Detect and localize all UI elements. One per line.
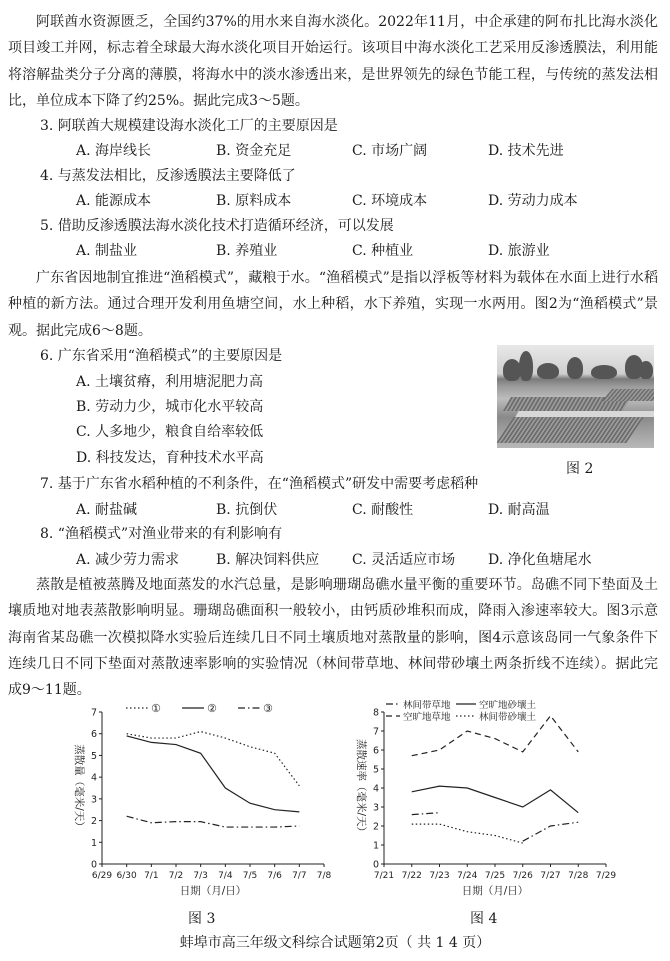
q6-option-a: A. 土壤贫瘠，利用塘泥肥力高 bbox=[76, 374, 264, 390]
passage-coral-island: 蒸散是植被蒸腾及地面蒸发的水汽总量，是影响珊瑚岛礁水量平衡的重要环节。岛礁不同下垫面及土壤质地对地表蒸散影响明显。珊瑚岛礁面积一般较小，由钙质砂堆积而成，降雨入渗速率较大。图3示意海南省某岛礁一次模拟降水实验后连续几日不同土壤质地对蒸散量的影响，图4示意该岛同一气象条件下连续几日不同下垫面对蒸散速率影响的实验情况（林间带草地、林间带砂壤土两条折线不连续）。据此完成9～11题。 bbox=[8, 577, 658, 699]
q4-option-c: C. 环境成本 bbox=[352, 193, 428, 209]
fig3-x-tick-label: 7/4 bbox=[218, 871, 233, 881]
fig3-x-axis-label: 日期（月/日） bbox=[179, 885, 247, 897]
fig4-y-tick-label: 2 bbox=[372, 821, 379, 833]
fig4-series-line bbox=[523, 822, 579, 841]
fig4-x-tick-label: 7/22 bbox=[401, 871, 422, 881]
fig4-y-tick-label: 3 bbox=[372, 802, 379, 814]
fig4-legend-label: 林间带砂壤土 bbox=[479, 712, 537, 723]
fig3-legend-label: ③ bbox=[263, 702, 273, 715]
question-5-stem: 5. 借助反渗透膜法海水淡化技术打造循环经济，可以发展 bbox=[40, 218, 394, 234]
fig3-x-tick-label: 6/30 bbox=[116, 871, 137, 881]
fig4-series-line bbox=[412, 786, 579, 813]
fig3-x-tick-label: 7/5 bbox=[242, 871, 258, 881]
fig4-x-tick-label: 7/29 bbox=[595, 871, 617, 881]
fig4-x-tick-label: 7/25 bbox=[484, 871, 506, 881]
fig3-x-tick-label: 7/1 bbox=[144, 871, 159, 881]
q6-option-b: B. 劳动力少，城市化水平较高 bbox=[76, 399, 264, 415]
fig4-y-tick-label: 1 bbox=[372, 840, 379, 852]
q6-option-d: D. 科技发达，育种技术水平高 bbox=[76, 450, 264, 466]
q3-option-b: B. 资金充足 bbox=[216, 143, 292, 159]
fig3-x-tick-label: 7/3 bbox=[193, 871, 208, 881]
question-8-stem: 8. “渔稻模式”对渔业带来的有利影响有 bbox=[40, 526, 283, 542]
fig3-y-tick-label: 4 bbox=[90, 772, 97, 784]
fig3-y-axis-label: 蒸散量（毫米/天） bbox=[73, 744, 85, 832]
figure-3-chart bbox=[60, 700, 340, 905]
figure-2-caption: 图 2 bbox=[566, 461, 594, 477]
q4-option-d: D. 劳动力成本 bbox=[488, 193, 578, 209]
figure-4-caption: 图 4 bbox=[470, 911, 498, 927]
q7-option-a: A. 耐盐碱 bbox=[76, 502, 138, 518]
fig4-x-tick-label: 7/27 bbox=[540, 871, 561, 881]
fig3-y-tick-label: 2 bbox=[90, 816, 97, 828]
q8-option-d: D. 净化鱼塘尾水 bbox=[488, 552, 592, 568]
question-4-stem: 4. 与蒸发法相比，反渗透膜法主要降低了 bbox=[40, 168, 296, 184]
figure-3-caption: 图 3 bbox=[188, 911, 216, 927]
fig4-legend-label: 林间带草地 bbox=[403, 700, 451, 711]
fig4-series-line bbox=[412, 824, 523, 843]
q7-option-d: D. 耐高温 bbox=[488, 502, 550, 518]
fig4-y-tick-label: 6 bbox=[372, 745, 379, 757]
q8-option-a: A. 减少劳力需求 bbox=[76, 552, 180, 568]
figure-4-chart bbox=[342, 700, 624, 905]
q5-option-b: B. 养殖业 bbox=[216, 243, 278, 259]
fig3-y-tick-label: 7 bbox=[90, 707, 97, 719]
fig3-legend-label: ② bbox=[207, 702, 217, 715]
q3-option-d: D. 技术先进 bbox=[488, 143, 564, 159]
fig3-x-tick-label: 7/8 bbox=[316, 871, 332, 881]
fig3-series-line bbox=[127, 816, 300, 827]
fig4-y-tick-label: 8 bbox=[372, 707, 379, 719]
fig4-x-tick-label: 7/24 bbox=[457, 871, 478, 881]
question-3-stem: 3. 阿联酋大规模建设海水淡化工厂的主要原因是 bbox=[40, 118, 338, 134]
fig4-x-tick-label: 7/26 bbox=[512, 871, 533, 881]
fig4-series-line bbox=[412, 813, 440, 815]
q6-option-c: C. 人多地少，粮食自给率较低 bbox=[76, 424, 264, 440]
fig4-x-tick-label: 7/21 bbox=[373, 871, 395, 881]
fig3-y-tick-label: 6 bbox=[90, 729, 97, 741]
question-7-stem: 7. 基于广东省水稻种植的不利条件，在“渔稻模式”研发中需要考虑稻种 bbox=[40, 476, 479, 492]
fig3-y-tick-label: 3 bbox=[90, 794, 97, 806]
figure-2-photo bbox=[497, 345, 654, 448]
fig3-series-line bbox=[127, 732, 300, 786]
passage-fish-rice: 广东省因地制宜推进“渔稻模式”，藏粮于水。“渔稻模式”是指以浮板等材料为载体在水面上进行水稻种植的新方法。通过合理开发利用鱼塘空间，水上种稻，水下养殖，实现一水两用。图2为“渔稻模式”景观。据此完成6～8题。 bbox=[8, 270, 658, 339]
fig4-legend-label: 空旷地砂壤土 bbox=[479, 700, 537, 711]
q5-option-d: D. 旅游业 bbox=[488, 243, 550, 259]
fig4-legend-label: 空旷地草地 bbox=[403, 712, 451, 723]
fig4-x-tick-label: 7/28 bbox=[568, 871, 589, 881]
fig4-y-tick-label: 4 bbox=[372, 783, 379, 795]
fig4-y-tick-label: 5 bbox=[372, 764, 379, 776]
fig4-y-tick-label: 7 bbox=[372, 726, 379, 738]
q4-option-b: B. 原料成本 bbox=[216, 193, 292, 209]
fig3-x-tick-label: 7/2 bbox=[168, 871, 184, 881]
fig3-y-tick-label: 1 bbox=[90, 837, 97, 849]
passage-desalination: 阿联酋水资源匮乏，全国约37%的用水来自海水淡化。2022年11月，中企承建的阿布扎比海水淡化项目竣工并网，标志着全球最大海水淡化项目开始运行。该项目中海水淡化工艺采用反渗透膜法，利用能将溶解盐类分子分离的薄膜，将海水中的淡水渗透出来，是世界领先的绿色节能工程，与传统的蒸发法相比，单位成本下降了约25%。据此完成3～5题。 bbox=[8, 14, 658, 109]
q8-option-b: B. 解决饲料供应 bbox=[216, 552, 320, 568]
fig4-y-axis-label: 蒸散速率（毫米/天） bbox=[355, 738, 367, 838]
q8-option-c: C. 灵活适应市场 bbox=[352, 552, 456, 568]
fig3-y-tick-label: 5 bbox=[90, 750, 97, 762]
question-6-stem: 6. 广东省采用“渔稻模式”的主要原因是 bbox=[40, 348, 283, 364]
fig3-legend-label: ① bbox=[151, 702, 161, 715]
q7-option-b: B. 抗倒伏 bbox=[216, 502, 278, 518]
fig3-y-tick-label: 0 bbox=[90, 859, 97, 871]
fig3-series-line bbox=[127, 736, 300, 812]
q3-option-c: C. 市场广阔 bbox=[352, 143, 428, 159]
q7-option-c: C. 耐酸性 bbox=[352, 502, 414, 518]
fig4-y-tick-label: 0 bbox=[372, 859, 379, 871]
fig4-x-axis-label: 日期（月/日） bbox=[461, 885, 529, 897]
fig4-x-tick-label: 7/23 bbox=[429, 871, 450, 881]
q3-option-a: A. 海岸线长 bbox=[76, 143, 152, 159]
fig3-x-tick-label: 6/29 bbox=[91, 871, 113, 881]
fig3-x-tick-label: 7/6 bbox=[267, 871, 282, 881]
page-footer: 蚌埠市高三年级文科综合试题第2页（ 共 1 4 页） bbox=[179, 935, 491, 951]
q4-option-a: A. 能源成本 bbox=[76, 193, 152, 209]
q5-option-a: A. 制盐业 bbox=[76, 243, 138, 259]
q5-option-c: C. 种植业 bbox=[352, 243, 414, 259]
fig3-x-tick-label: 7/7 bbox=[292, 871, 307, 881]
